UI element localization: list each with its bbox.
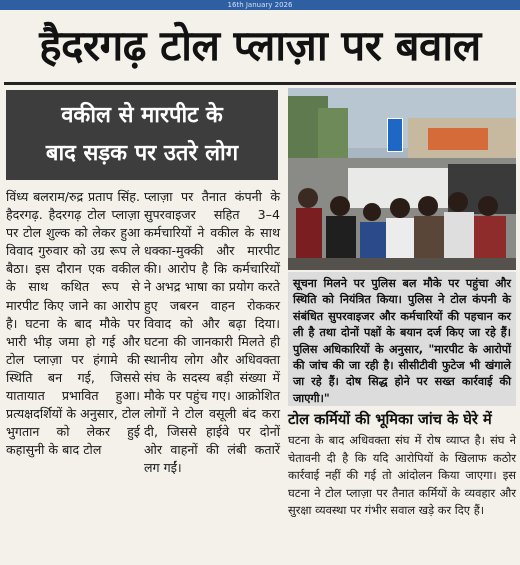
article-column-2: प्लाज़ा पर तैनात कंपनी के सुपरवाइजर सहित 3–4 कर्मचारियों ने वकील के साथ धक्का-मुक्की और मारपीट की। आरोप है कि कर्मचारियों ने अभद्र भाषा का प्रयोग करते हुए जबरन वाहन रोककर विवाद को और बढ़ा दिया। घटना की जानकारी मिलते ही स्थानीय लोग और अधिवक्ता संघ के सदस्य बड़ी संख्या में मौके पर पहुंच गए। आक्रोशित लोगों ने टोल वसूली बंद करा दी, जिससे हाईवे पर दोनों ओर वाहनों की लंबी कतारें लग गईं। [144, 189, 280, 476]
masthead-strip [0, 0, 520, 10]
news-photo [288, 88, 516, 270]
subheadline-line-1: वकील से मारपीट के [61, 103, 223, 128]
crowd-photo-illustration [288, 88, 516, 270]
headline: हैदरगढ़ टोल प्लाज़ा पर बवाल [39, 21, 481, 70]
masthead-date: 16th January 2026 [227, 1, 293, 9]
photo-caption: सूचना मिलने पर पुलिस बल मौके पर पहुंचा और स्थिति को नियंत्रित किया। पुलिस ने टोल कंपनी के संबंधित सुपरवाइजर और कर्मचारियों की पहचान कर ली है तथा दोनों पक्षों के बयान दर्ज किए जा रहे हैं। पुलिस अधिकारियों के अनुसार, "मारपीट के आरोपों की जांच की जा रही है। सीसीटीवी फुटेज भी खंगाले जा रहे हैं। दोष सिद्ध होने पर सख्त कार्रवाई की जाएगी।" [288, 272, 516, 406]
section-body: घटना के बाद अधिवक्ता संघ में रोष व्याप्त है। संघ ने चेतावनी दी है कि यदि आरोपियों के खिलाफ कठोर कार्रवाई नहीं की गई तो आंदोलन किया जाएगा। इस घटना ने टोल प्लाज़ा पर तैनात कर्मियों के व्यवहार और सुरक्षा व्यवस्था पर गंभीर सवाल खड़े कर दिए हैं। [288, 433, 516, 518]
section-heading: टोल कर्मियों की भूमिका जांच के घेरे में [288, 411, 492, 428]
road-sign-icon [387, 118, 403, 152]
headline-rule [4, 82, 516, 85]
article-column-1: विंध्य बलराम/रुद्र प्रताप सिंह. हैदरगढ़. हैदरगढ़ टोल प्लाज़ा पर टोल शुल्क को लेकर हुआ विवाद गुरुवार को उग्र रूप ले बैठा। इस दौरान एक वकील के साथ कथित रूप से मारपीट किए जाने का आरोप है। घटना के बाद मौके पर भारी भीड़ जमा हो गई और टोल प्लाज़ा पर हंगामे की स्थिति बन गई, जिससे यातायात प्रभावित हुआ। प्रत्यक्षदर्शियों के अनुसार, टोल भुगतान को लेकर हुई कहासुनी के बाद टोल [6, 189, 140, 458]
subheadline-box [6, 90, 278, 180]
subheadline-line-2: बाद सड़क पर उतरे लोग [45, 141, 239, 166]
